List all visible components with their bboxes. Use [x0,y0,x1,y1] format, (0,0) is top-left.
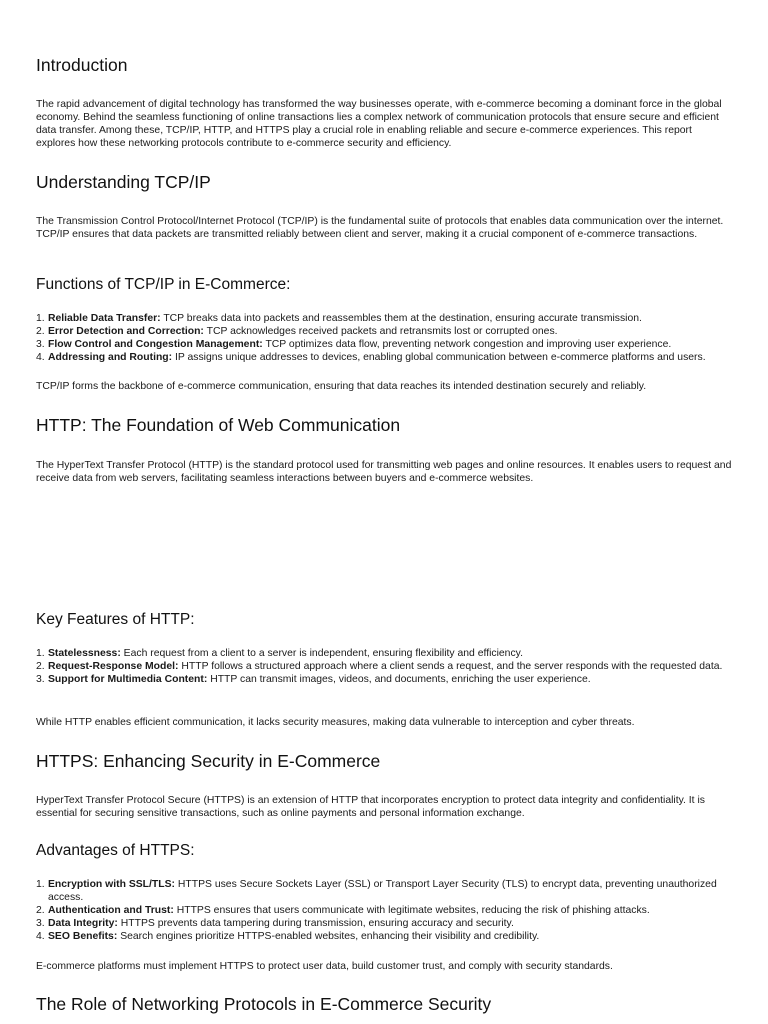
tcpip-functions-heading: Functions of TCP/IP in E-Commerce: [36,276,291,293]
list-item: 3. Flow Control and Congestion Management: TCP optimizes data flow, preventing network congestion and improving user experience. [36,339,672,350]
http-features-heading: Key Features of HTTP: [36,611,195,628]
http-heading: HTTP: The Foundation of Web Communication [36,415,401,435]
list-item: 2. Authentication and Trust: HTTPS ensures that users communicate with legitimate websites, reducing the risk of phishing attacks. [36,905,650,916]
tcpip-heading: Understanding TCP/IP [36,172,211,192]
list-item-term: Flow Control and Congestion Management: [48,339,263,350]
list-item-term: Reliable Data Transfer: [48,313,161,324]
list-item-term: Encryption with SSL/TLS: [48,879,175,890]
list-item-term: Addressing and Routing: [48,352,173,363]
list-item-term: Data Integrity: [48,918,118,929]
tcpip-paragraph: The Transmission Control Protocol/Internet Protocol (TCP/IP) is the fundamental suite of protocols that enables data communication over the internet. TCP/IP ensures that data packets are transmitted reliably between client and server, making it a crucial component of e-commerce transactions. [36,216,724,240]
tcpip-closing-paragraph: TCP/IP forms the backbone of e-commerce communication, ensuring that data reaches its intended destination securely and reliably. [36,381,647,392]
https-heading: HTTPS: Enhancing Security in E-Commerce [36,751,381,771]
list-item-text: HTTPS prevents data tampering during transmission, ensuring accuracy and security. [120,918,514,929]
list-item: 1. Encryption with SSL/TLS: HTTPS uses Secure Sockets Layer (SSL) or Transport Layer Security (TLS) to encrypt data, preventing unauthorized access. [36,879,717,903]
list-item-term: Request-Response Model: [48,661,179,672]
list-item: 1. Reliable Data Transfer: TCP breaks data into packets and reassembles them at the destination, ensuring accurate transmission. [36,313,642,324]
list-item-term: Support for Multimedia Content: [48,674,208,685]
introduction-heading: Introduction [36,55,128,75]
list-item-text: HTTP can transmit images, videos, and documents, enriching the user experience. [210,674,591,685]
list-item-term: Statelessness: [48,648,121,659]
list-item: 1. Statelessness: Each request from a client to a server is independent, ensuring flexibility and efficiency. [36,648,523,659]
tcpip-functions-list [36,312,734,364]
introduction-paragraph: The rapid advancement of digital technology has transformed the way businesses operate, with e-commerce becoming a dominant force in the global economy. Behind the seamless functioning of online transactions lies a complex network of communication protocols that ensure secure and efficient data transfer. Among these, TCP/IP, HTTP, and HTTPS play a crucial role in enabling reliable and secure e-commerce experiences. This report explores how these networking protocols contribute to e-commerce security and efficiency. [36,99,722,149]
list-item-text: TCP breaks data into packets and reassembles them at the destination, ensuring accurate transmission. [163,313,642,324]
list-item-term: Error Detection and Correction: [48,326,204,337]
list-item: 3. Support for Multimedia Content: HTTP can transmit images, videos, and documents, enriching the user experience. [36,674,591,685]
https-advantages-list [36,878,734,943]
list-item: 2. Error Detection and Correction: TCP acknowledges received packets and retransmits lost or corrupted ones. [36,326,558,337]
https-closing-paragraph: E-commerce platforms must implement HTTPS to protect user data, build customer trust, and comply with security standards. [36,961,613,972]
list-item: 4. SEO Benefits: Search engines prioritize HTTPS-enabled websites, enhancing their visibility and credibility. [36,931,540,942]
https-advantages-heading: Advantages of HTTPS: [36,842,195,859]
https-paragraph: HyperText Transfer Protocol Secure (HTTPS) is an extension of HTTP that incorporates encryption to protect data integrity and confidentiality. It is essential for securing sensitive transactions, such as online payments and personal information exchange. [36,795,705,819]
http-paragraph: The HyperText Transfer Protocol (HTTP) is the standard protocol used for transmitting web pages and online resources. It enables users to request and receive data from web servers, facilitating seamless interactions between buyers and e-commerce websites. [36,460,732,484]
list-item: 2. Request-Response Model: HTTP follows a structured approach where a client sends a request, and the server responds with the requested data. [36,661,723,672]
list-item-text: TCP acknowledges received packets and retransmits lost or corrupted ones. [206,326,558,337]
list-item-text: IP assigns unique addresses to devices, enabling global communication between e-commerce platforms and users. [175,352,706,363]
list-item-text: TCP optimizes data flow, preventing network congestion and improving user experience. [265,339,672,350]
networking-role-heading: The Role of Networking Protocols in E-Commerce Security [36,994,492,1014]
list-item-term: Authentication and Trust: [48,905,174,916]
list-item-text: HTTP follows a structured approach where a client sends a request, and the server responds with the requested data. [181,661,723,672]
list-item-text: HTTPS ensures that users communicate with legitimate websites, reducing the risk of phishing attacks. [176,905,650,916]
list-item: 3. Data Integrity: HTTPS prevents data tampering during transmission, ensuring accuracy and security. [36,918,514,929]
list-item: 4. Addressing and Routing: IP assigns unique addresses to devices, enabling global communication between e-commerce platforms and users. [36,352,706,363]
list-item-text: HTTPS uses Secure Sockets Layer (SSL) or Transport Layer Security (TLS) to encrypt data, preventing unauthorized access. [48,879,717,903]
http-features-list [36,647,734,686]
list-item-text: Search engines prioritize HTTPS-enabled websites, enhancing their visibility and credibility. [120,931,540,942]
http-closing-paragraph: While HTTP enables efficient communication, it lacks security measures, making data vulnerable to interception and cyber threats. [36,717,635,728]
list-item-term: SEO Benefits: [48,931,118,942]
list-item-text: Each request from a client to a server is independent, ensuring flexibility and efficiency. [123,648,523,659]
